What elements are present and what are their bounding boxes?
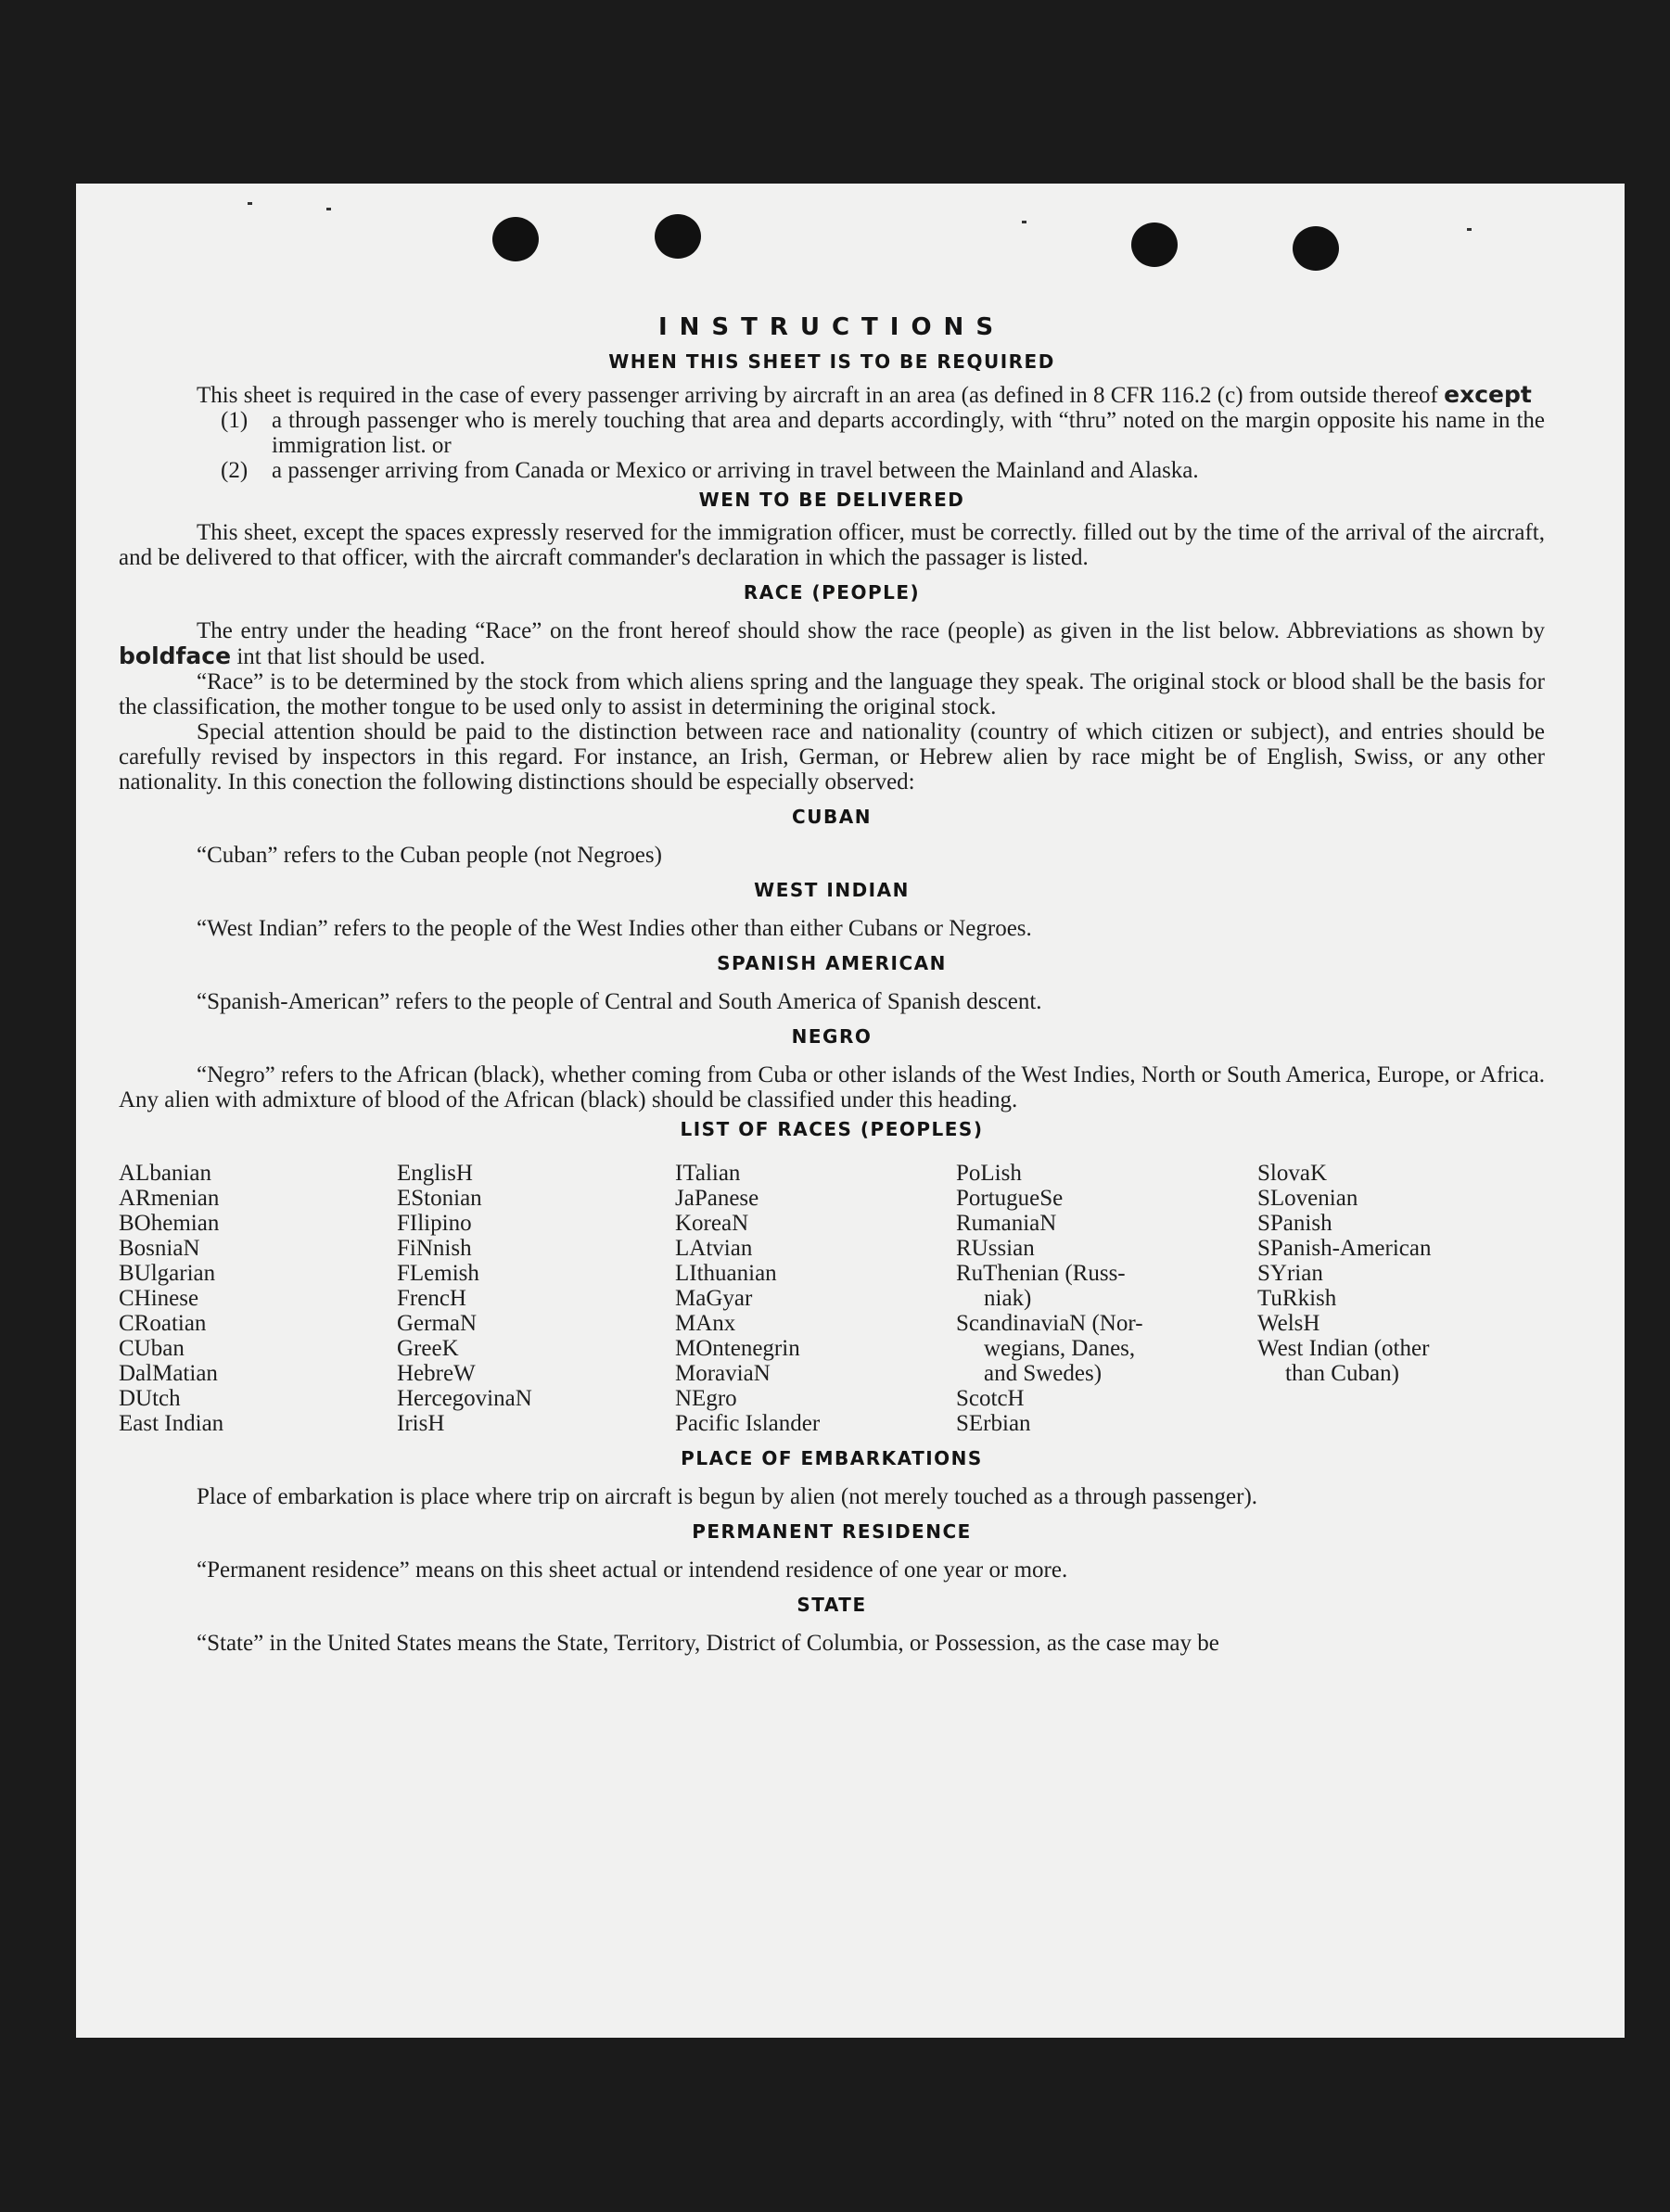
paragraph: Special attention should be paid to the distinction between race and nationality (country of which citizen or subject), and entries should be carefully revised by inspectors in this regard. For instance, an Irish, German, or Hebrew alien by race might be of English, Swiss, or any other nationality. In this conection the following distinctions should be especially observed:: [119, 719, 1545, 795]
race-item: CHinese: [119, 1286, 199, 1311]
race-item: ScandinaviaN (Nor-: [956, 1311, 1143, 1336]
race-item: East Indian: [119, 1411, 224, 1436]
race-item: SErbian: [956, 1411, 1031, 1436]
speck: [326, 208, 331, 210]
list-item: [119, 458, 1545, 483]
punch-hole: [1131, 222, 1178, 267]
races-column: [1257, 1161, 1545, 1436]
races-column: [119, 1161, 397, 1436]
race-item: KoreaN: [675, 1211, 749, 1236]
race-item: and Swedes): [984, 1361, 1103, 1386]
paragraph: “Permanent residence” means on this sheet actual or intendend residence of one year or more.: [197, 1557, 1068, 1583]
race-item: SLovenian: [1257, 1186, 1358, 1211]
race-item: BosniaN: [119, 1236, 200, 1261]
race-item: NEgro: [675, 1386, 737, 1411]
section-title: NEGRO: [791, 1025, 873, 1048]
race-item: DalMatian: [119, 1361, 218, 1386]
race-item: HebreW: [397, 1361, 476, 1386]
paragraph: [119, 382, 1545, 408]
race-item: HercegovinaN: [397, 1386, 532, 1411]
race-item: FLemish: [397, 1261, 479, 1286]
punch-hole: [1293, 226, 1339, 271]
paragraph: “Spanish-American” refers to the people of Central and South America of Spanish descent.: [197, 989, 1042, 1014]
paragraph: This sheet, except the spaces expressly reserved for the immigration officer, must be correctly. filled out by the time of the arrival of the aircraft, and be delivered to that officer, with the aircraft commander's declaration in which the passager is listed.: [119, 520, 1545, 570]
section-title: PERMANENT RESIDENCE: [692, 1520, 972, 1543]
races-list: [119, 1161, 1545, 1436]
emphasis-text: boldface: [119, 642, 232, 669]
list-item: [119, 408, 1545, 458]
race-item: EnglisH: [397, 1161, 473, 1186]
section-title: WEST INDIAN: [754, 879, 910, 901]
race-item: EStonian: [397, 1186, 482, 1211]
race-item: West Indian (other: [1257, 1336, 1430, 1361]
paragraph: “Negro” refers to the African (black), whether coming from Cuba or other islands of the West Indies, North or South America, Europe, or Africa. Any alien with admixture of blood of the African (black) should be classified under this heading.: [119, 1062, 1545, 1112]
race-item: JaPanese: [675, 1186, 759, 1211]
race-item: BOhemian: [119, 1211, 220, 1236]
section-title: STATE: [797, 1594, 867, 1616]
races-column: [675, 1161, 956, 1436]
document-sheet: [76, 184, 1625, 2038]
race-item: SYrian: [1257, 1261, 1323, 1286]
race-item: GermaN: [397, 1311, 478, 1336]
race-item: SlovaK: [1257, 1161, 1327, 1186]
paragraph-text: int that list should be used.: [236, 644, 486, 669]
section-title: PLACE OF EMBARKATIONS: [681, 1447, 983, 1469]
race-item: RuThenian (Russ-: [956, 1261, 1126, 1286]
section-title: SPANISH AMERICAN: [717, 952, 947, 974]
race-item: RumaniaN: [956, 1211, 1057, 1236]
race-item: MoraviaN: [675, 1361, 771, 1386]
paragraph-text: The entry under the heading “Race” on the front hereof should show the race (people) as given in the list below. Abbreviations as shown by: [197, 618, 1545, 643]
item-text: a passenger arriving from Canada or Mexico or arriving in travel between the Mainland and Alaska.: [272, 458, 1199, 483]
race-item: GreeK: [397, 1336, 459, 1361]
race-item: DUtch: [119, 1386, 181, 1411]
race-item: CUban: [119, 1336, 185, 1361]
section-title: CUBAN: [792, 806, 872, 828]
paragraph: Place of embarkation is place where trip on aircraft is begun by alien (not merely touched as a through passenger).: [197, 1484, 1258, 1509]
speck: [1022, 221, 1026, 223]
race-item: ScotcH: [956, 1386, 1025, 1411]
race-item: ALbanian: [119, 1161, 211, 1186]
race-item: PoLish: [956, 1161, 1022, 1186]
race-item: FrencH: [397, 1286, 466, 1311]
race-item: MaGyar: [675, 1286, 753, 1311]
paragraph: “Race” is to be determined by the stock from which aliens spring and the language they speak. The original stock or blood shall be the basis for the classification, the mother tongue to be used only to assist in determining the original stock.: [119, 669, 1545, 719]
race-item: Pacific Islander: [675, 1411, 821, 1436]
race-item: PortugueSe: [956, 1186, 1064, 1211]
race-item: ITalian: [675, 1161, 741, 1186]
punch-hole: [492, 217, 539, 261]
race-item: ARmenian: [119, 1186, 220, 1211]
race-item: LAtvian: [675, 1236, 753, 1261]
section-title: WHEN THIS SHEET IS TO BE REQUIRED: [608, 350, 1055, 373]
section-title: WEN TO BE DELIVERED: [698, 489, 965, 511]
page-title: INSTRUCTIONS: [657, 313, 1006, 341]
paragraph: “West Indian” refers to the people of the West Indies other than either Cubans or Negroes.: [197, 916, 1032, 941]
instructions-content: [119, 313, 1545, 1656]
paragraph: [119, 618, 1545, 669]
section-title: RACE (PEOPLE): [743, 581, 921, 604]
item-number: (2): [221, 458, 249, 483]
race-item: SPanish: [1257, 1211, 1332, 1236]
race-item: TuRkish: [1257, 1286, 1337, 1311]
paragraph-text: This sheet is required in the case of every passenger arriving by aircraft in an area (as defined in 8 CFR 116.2 (c) from outside thereof: [197, 383, 1438, 408]
race-item: wegians, Danes,: [984, 1336, 1136, 1361]
race-item: FiNnish: [397, 1236, 472, 1261]
race-item: RUssian: [956, 1236, 1035, 1261]
speck: [1467, 228, 1472, 231]
item-number: (1): [221, 408, 249, 433]
race-item: LIthuanian: [675, 1261, 777, 1286]
race-item: MAnx: [675, 1311, 736, 1336]
race-item: BUlgarian: [119, 1261, 216, 1286]
race-item: WelsH: [1257, 1311, 1320, 1336]
races-column: [956, 1161, 1257, 1436]
race-item: SPanish-American: [1257, 1236, 1432, 1261]
race-item: MOntenegrin: [675, 1336, 800, 1361]
paragraph: “State” in the United States means the State, Territory, District of Columbia, or Possession, as the case may be: [197, 1631, 1219, 1656]
race-item: CRoatian: [119, 1311, 207, 1336]
race-item: FIlipino: [397, 1211, 472, 1236]
paragraph: “Cuban” refers to the Cuban people (not Negroes): [197, 843, 662, 868]
item-text: a through passenger who is merely touching that area and departs accordingly, with “thru” noted on the margin opposite his name in the immigration list. or: [272, 408, 1545, 458]
emphasis-text: except: [1444, 381, 1532, 408]
race-item: niak): [984, 1286, 1032, 1311]
punch-hole: [655, 214, 701, 259]
races-column: [397, 1161, 675, 1436]
section-title: LIST OF RACES (PEOPLES): [680, 1118, 984, 1140]
race-item: than Cuban): [1285, 1361, 1399, 1386]
speck: [248, 202, 252, 205]
race-item: IrisH: [397, 1411, 445, 1436]
